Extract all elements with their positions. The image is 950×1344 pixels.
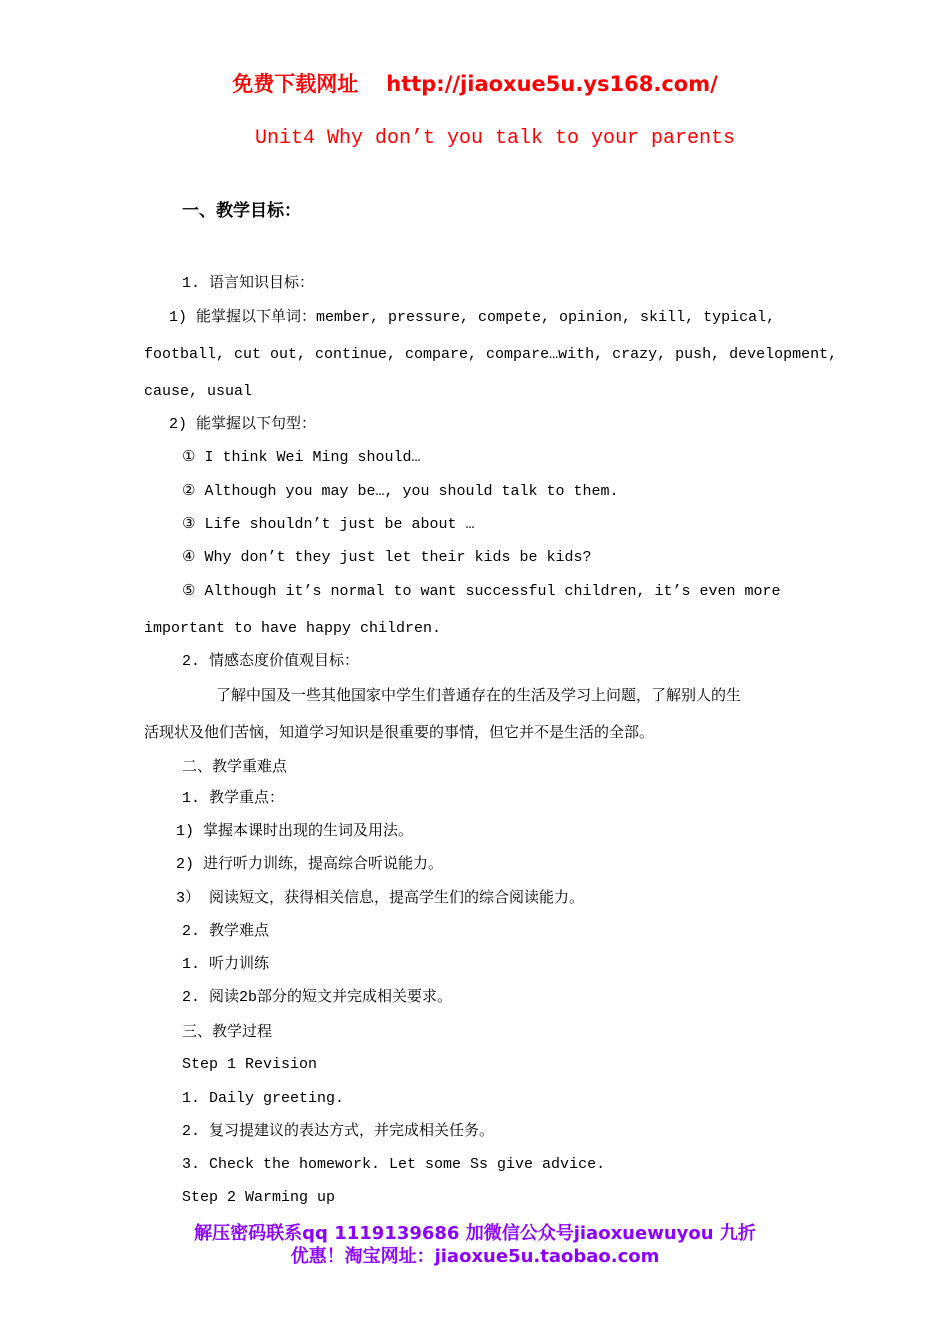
- pattern-1: ① I think Wei Ming should…: [182, 449, 421, 466]
- emotion-text-b: 活现状及他们苦恼，知道学习知识是很重要的事情，但它并不是生活的全部。: [144, 723, 655, 741]
- vocab-line-2: football, cut out, continue, compare, compare…with, crazy, push, development,: [144, 346, 838, 363]
- download-header: [0, 68, 950, 98]
- pattern-5b: important to have happy children.: [144, 620, 442, 637]
- difficulty-1: 1. 听力训练: [182, 956, 270, 973]
- section2-heading: 二、教学重难点: [182, 757, 288, 775]
- key-point-3: 3） 阅读短文，获得相关信息，提高学生们的综合阅读能力。: [176, 890, 585, 907]
- pattern-5a: ⑤ Although it’s normal to want successful children, it’s even more: [182, 583, 781, 600]
- objective-item-1: 1. 语言知识目标：: [182, 275, 315, 292]
- vocab-intro: 1) 能掌握以下单词：member, pressure, compete, opinion, skill, typical,: [169, 309, 776, 326]
- section1-heading: 一、教学目标：: [182, 201, 301, 221]
- vocab-line-3: cause, usual: [144, 383, 253, 400]
- step-1-item-3: 3. Check the homework. Let some Ss give advice.: [182, 1156, 606, 1173]
- footer-line-1: 解压密码联系qq 1119139686 加微信公众号jiaoxuewuyou 九折: [194, 1223, 756, 1244]
- difficulty-2: 2. 阅读2b部分的短文并完成相关要求。: [182, 989, 453, 1006]
- step-2-title: Step 2 Warming up: [182, 1189, 336, 1206]
- key-point-2: 2) 进行听力训练，提高综合听说能力。: [176, 856, 444, 873]
- patterns-intro: 2) 能掌握以下句型：: [169, 416, 317, 433]
- pattern-3: ③ Life shouldn’t just be about …: [182, 516, 475, 533]
- emotion-text-a: 了解中国及一些其他国家中学生们普通存在的生活及学习上问题，了解别人的生: [216, 686, 742, 704]
- step-1-item-1: 1. Daily greeting.: [182, 1090, 345, 1107]
- section3-heading: 三、教学过程: [182, 1022, 273, 1040]
- footer-line-2: 优惠！淘宝网址：jiaoxue5u.taobao.com: [290, 1246, 660, 1267]
- pattern-2: ② Although you may be…, you should talk to them.: [182, 483, 619, 500]
- page-title: Unit4 Why don’t you talk to your parents: [254, 127, 736, 150]
- objective-item-2: 2. 情感态度价值观目标：: [182, 653, 360, 670]
- step-1-title: Step 1 Revision: [182, 1056, 318, 1073]
- pattern-4: ④ Why don’t they just let their kids be kids?: [182, 549, 592, 566]
- key-point-1: 1) 掌握本课时出现的生词及用法。: [176, 823, 414, 840]
- step-1-item-2: 2. 复习提建议的表达方式，并完成相关任务。: [182, 1123, 495, 1140]
- difficulty-title: 2. 教学难点: [182, 923, 270, 940]
- key-points-title: 1. 教学重点：: [182, 790, 285, 807]
- header-label: 免费下载网址: [232, 72, 359, 96]
- header-url-link[interactable]: http://jiaoxue5u.ys168.com/: [386, 72, 718, 96]
